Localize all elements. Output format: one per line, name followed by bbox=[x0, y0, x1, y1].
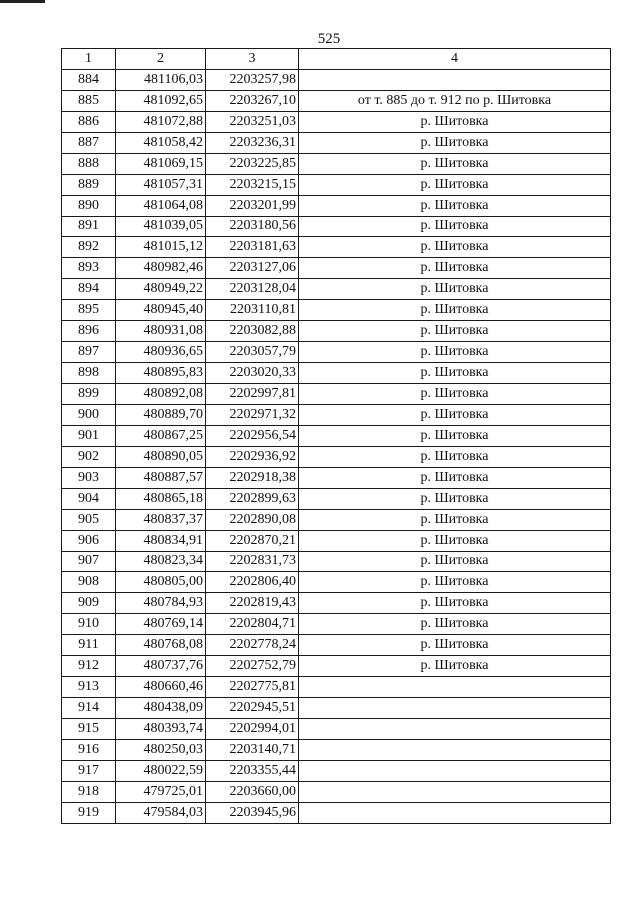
coordinate-x: 480805,00 bbox=[116, 572, 206, 593]
table-row bbox=[62, 300, 611, 321]
coordinate-y: 2202806,40 bbox=[206, 572, 299, 593]
point-number: 909 bbox=[62, 593, 116, 614]
boundary-description: р. Шитовка bbox=[299, 237, 611, 258]
point-number: 895 bbox=[62, 300, 116, 321]
coordinate-y: 2202775,81 bbox=[206, 677, 299, 698]
coordinate-x: 480823,34 bbox=[116, 551, 206, 572]
coordinate-y: 2202778,24 bbox=[206, 635, 299, 656]
point-number: 908 bbox=[62, 572, 116, 593]
boundary-description: р. Шитовка bbox=[299, 467, 611, 488]
boundary-description: р. Шитовка bbox=[299, 446, 611, 467]
boundary-description: от т. 885 до т. 912 по р. Шитовка bbox=[299, 90, 611, 111]
coordinate-x: 481092,65 bbox=[116, 90, 206, 111]
coordinate-x: 480945,40 bbox=[116, 300, 206, 321]
table-row bbox=[62, 551, 611, 572]
coordinate-x: 480022,59 bbox=[116, 760, 206, 781]
table-row bbox=[62, 384, 611, 405]
coordinate-x: 481069,15 bbox=[116, 153, 206, 174]
coordinate-x: 479725,01 bbox=[116, 781, 206, 802]
coordinate-y: 2202945,51 bbox=[206, 698, 299, 719]
column-header-point: 1 bbox=[62, 49, 116, 70]
coordinate-y: 2203236,31 bbox=[206, 132, 299, 153]
coordinate-x: 481064,08 bbox=[116, 195, 206, 216]
coordinate-x: 481106,03 bbox=[116, 69, 206, 90]
point-number: 885 bbox=[62, 90, 116, 111]
coordinate-x: 480949,22 bbox=[116, 279, 206, 300]
point-number: 893 bbox=[62, 258, 116, 279]
coordinate-x: 480768,08 bbox=[116, 635, 206, 656]
table-body bbox=[62, 69, 611, 823]
table-row bbox=[62, 467, 611, 488]
coordinate-y: 2202997,81 bbox=[206, 384, 299, 405]
boundary-description bbox=[299, 698, 611, 719]
point-number: 912 bbox=[62, 656, 116, 677]
boundary-description: р. Шитовка bbox=[299, 279, 611, 300]
coordinate-y: 2202819,43 bbox=[206, 593, 299, 614]
coordinate-y: 2203128,04 bbox=[206, 279, 299, 300]
table-row bbox=[62, 363, 611, 384]
boundary-description: р. Шитовка bbox=[299, 342, 611, 363]
table-row bbox=[62, 446, 611, 467]
table-row bbox=[62, 593, 611, 614]
table-row bbox=[62, 425, 611, 446]
table-row bbox=[62, 677, 611, 698]
table-row bbox=[62, 572, 611, 593]
point-number: 901 bbox=[62, 425, 116, 446]
table-row bbox=[62, 802, 611, 823]
coordinate-x: 481039,05 bbox=[116, 216, 206, 237]
coordinate-y: 2203355,44 bbox=[206, 760, 299, 781]
table-row bbox=[62, 404, 611, 425]
coordinate-x: 480393,74 bbox=[116, 719, 206, 740]
table-row bbox=[62, 614, 611, 635]
coordinate-x: 480982,46 bbox=[116, 258, 206, 279]
table-row bbox=[62, 237, 611, 258]
boundary-description: р. Шитовка bbox=[299, 614, 611, 635]
coordinate-x: 480890,05 bbox=[116, 446, 206, 467]
point-number: 884 bbox=[62, 69, 116, 90]
coordinate-x: 480865,18 bbox=[116, 488, 206, 509]
coordinate-x: 480438,09 bbox=[116, 698, 206, 719]
coordinate-y: 2203127,06 bbox=[206, 258, 299, 279]
coordinate-x: 479584,03 bbox=[116, 802, 206, 823]
coordinate-y: 2203110,81 bbox=[206, 300, 299, 321]
coordinate-y: 2202956,54 bbox=[206, 425, 299, 446]
point-number: 903 bbox=[62, 467, 116, 488]
point-number: 919 bbox=[62, 802, 116, 823]
column-header-x: 2 bbox=[116, 49, 206, 70]
coordinate-x: 480737,76 bbox=[116, 656, 206, 677]
boundary-description: р. Шитовка bbox=[299, 153, 611, 174]
coordinate-y: 2203251,03 bbox=[206, 111, 299, 132]
table-row bbox=[62, 321, 611, 342]
coordinate-y: 2203140,71 bbox=[206, 739, 299, 760]
coordinate-y: 2203181,63 bbox=[206, 237, 299, 258]
column-header-description: 4 bbox=[299, 49, 611, 70]
coordinate-x: 480834,91 bbox=[116, 530, 206, 551]
table-row bbox=[62, 69, 611, 90]
point-number: 899 bbox=[62, 384, 116, 405]
coordinate-x: 481015,12 bbox=[116, 237, 206, 258]
boundary-description: р. Шитовка bbox=[299, 132, 611, 153]
table-row bbox=[62, 279, 611, 300]
coordinate-y: 2203215,15 bbox=[206, 174, 299, 195]
table-row bbox=[62, 719, 611, 740]
coordinate-y: 2202994,01 bbox=[206, 719, 299, 740]
boundary-description bbox=[299, 677, 611, 698]
coordinate-x: 480892,08 bbox=[116, 384, 206, 405]
table-row bbox=[62, 781, 611, 802]
point-number: 905 bbox=[62, 509, 116, 530]
coordinate-y: 2203057,79 bbox=[206, 342, 299, 363]
point-number: 900 bbox=[62, 404, 116, 425]
boundary-description: р. Шитовка bbox=[299, 530, 611, 551]
coordinate-x: 480837,37 bbox=[116, 509, 206, 530]
point-number: 911 bbox=[62, 635, 116, 656]
column-header-y: 3 bbox=[206, 49, 299, 70]
coordinate-x: 480889,70 bbox=[116, 404, 206, 425]
coordinate-x: 480887,57 bbox=[116, 467, 206, 488]
table-row bbox=[62, 258, 611, 279]
coordinate-y: 2202804,71 bbox=[206, 614, 299, 635]
boundary-description: р. Шитовка bbox=[299, 195, 611, 216]
point-number: 896 bbox=[62, 321, 116, 342]
point-number: 915 bbox=[62, 719, 116, 740]
boundary-description bbox=[299, 739, 611, 760]
table-row bbox=[62, 90, 611, 111]
boundary-description: р. Шитовка bbox=[299, 111, 611, 132]
table-row bbox=[62, 530, 611, 551]
coordinate-y: 2202870,21 bbox=[206, 530, 299, 551]
table-header-row bbox=[62, 49, 611, 70]
coordinate-y: 2202890,08 bbox=[206, 509, 299, 530]
coordinate-y: 2203225,85 bbox=[206, 153, 299, 174]
table-row bbox=[62, 174, 611, 195]
boundary-description: р. Шитовка bbox=[299, 593, 611, 614]
boundary-description: р. Шитовка bbox=[299, 300, 611, 321]
point-number: 888 bbox=[62, 153, 116, 174]
coordinate-y: 2202936,92 bbox=[206, 446, 299, 467]
table-row bbox=[62, 195, 611, 216]
point-number: 914 bbox=[62, 698, 116, 719]
table-row bbox=[62, 153, 611, 174]
boundary-description bbox=[299, 760, 611, 781]
point-number: 916 bbox=[62, 739, 116, 760]
coordinate-x: 480660,46 bbox=[116, 677, 206, 698]
coordinate-x: 480895,83 bbox=[116, 363, 206, 384]
boundary-description bbox=[299, 719, 611, 740]
point-number: 913 bbox=[62, 677, 116, 698]
boundary-description: р. Шитовка bbox=[299, 404, 611, 425]
coordinate-x: 480769,14 bbox=[116, 614, 206, 635]
boundary-description: р. Шитовка bbox=[299, 174, 611, 195]
coordinate-y: 2202971,32 bbox=[206, 404, 299, 425]
boundary-description bbox=[299, 802, 611, 823]
boundary-description: р. Шитовка bbox=[299, 216, 611, 237]
table-row bbox=[62, 342, 611, 363]
boundary-description: р. Шитовка bbox=[299, 321, 611, 342]
coordinate-y: 2203180,56 bbox=[206, 216, 299, 237]
boundary-description: р. Шитовка bbox=[299, 363, 611, 384]
boundary-description bbox=[299, 69, 611, 90]
table-row bbox=[62, 656, 611, 677]
point-number: 891 bbox=[62, 216, 116, 237]
table-row bbox=[62, 760, 611, 781]
boundary-description: р. Шитовка bbox=[299, 258, 611, 279]
point-number: 907 bbox=[62, 551, 116, 572]
point-number: 887 bbox=[62, 132, 116, 153]
point-number: 886 bbox=[62, 111, 116, 132]
coordinate-x: 481058,42 bbox=[116, 132, 206, 153]
point-number: 889 bbox=[62, 174, 116, 195]
coordinate-x: 481072,88 bbox=[116, 111, 206, 132]
point-number: 918 bbox=[62, 781, 116, 802]
coordinate-x: 480867,25 bbox=[116, 425, 206, 446]
coordinate-y: 2203267,10 bbox=[206, 90, 299, 111]
boundary-description: р. Шитовка bbox=[299, 509, 611, 530]
coordinate-y: 2202752,79 bbox=[206, 656, 299, 677]
table-row bbox=[62, 111, 611, 132]
point-number: 890 bbox=[62, 195, 116, 216]
point-number: 906 bbox=[62, 530, 116, 551]
coordinate-y: 2203257,98 bbox=[206, 69, 299, 90]
point-number: 904 bbox=[62, 488, 116, 509]
boundary-description: р. Шитовка bbox=[299, 635, 611, 656]
table-row bbox=[62, 698, 611, 719]
boundary-description: р. Шитовка bbox=[299, 488, 611, 509]
boundary-description: р. Шитовка bbox=[299, 425, 611, 446]
boundary-description: р. Шитовка bbox=[299, 656, 611, 677]
coordinates-table bbox=[61, 48, 611, 824]
coordinate-x: 480784,93 bbox=[116, 593, 206, 614]
boundary-description bbox=[299, 781, 611, 802]
table-row bbox=[62, 216, 611, 237]
scan-edge-mark bbox=[0, 0, 45, 3]
page-number: 525 bbox=[317, 31, 341, 47]
table-row bbox=[62, 635, 611, 656]
boundary-description: р. Шитовка bbox=[299, 572, 611, 593]
coordinate-y: 2202831,73 bbox=[206, 551, 299, 572]
coordinate-x: 480931,08 bbox=[116, 321, 206, 342]
point-number: 910 bbox=[62, 614, 116, 635]
coordinate-y: 2203660,00 bbox=[206, 781, 299, 802]
coordinate-y: 2203082,88 bbox=[206, 321, 299, 342]
point-number: 902 bbox=[62, 446, 116, 467]
coordinate-y: 2203945,96 bbox=[206, 802, 299, 823]
point-number: 917 bbox=[62, 760, 116, 781]
table-row bbox=[62, 509, 611, 530]
boundary-description: р. Шитовка bbox=[299, 551, 611, 572]
boundary-description: р. Шитовка bbox=[299, 384, 611, 405]
coordinate-x: 480936,65 bbox=[116, 342, 206, 363]
point-number: 894 bbox=[62, 279, 116, 300]
coordinate-y: 2202899,63 bbox=[206, 488, 299, 509]
point-number: 898 bbox=[62, 363, 116, 384]
table-row bbox=[62, 739, 611, 760]
point-number: 892 bbox=[62, 237, 116, 258]
point-number: 897 bbox=[62, 342, 116, 363]
table-row bbox=[62, 132, 611, 153]
coordinate-x: 480250,03 bbox=[116, 739, 206, 760]
coordinate-y: 2202918,38 bbox=[206, 467, 299, 488]
coordinate-x: 481057,31 bbox=[116, 174, 206, 195]
coordinate-y: 2203201,99 bbox=[206, 195, 299, 216]
table-row bbox=[62, 488, 611, 509]
coordinate-y: 2203020,33 bbox=[206, 363, 299, 384]
